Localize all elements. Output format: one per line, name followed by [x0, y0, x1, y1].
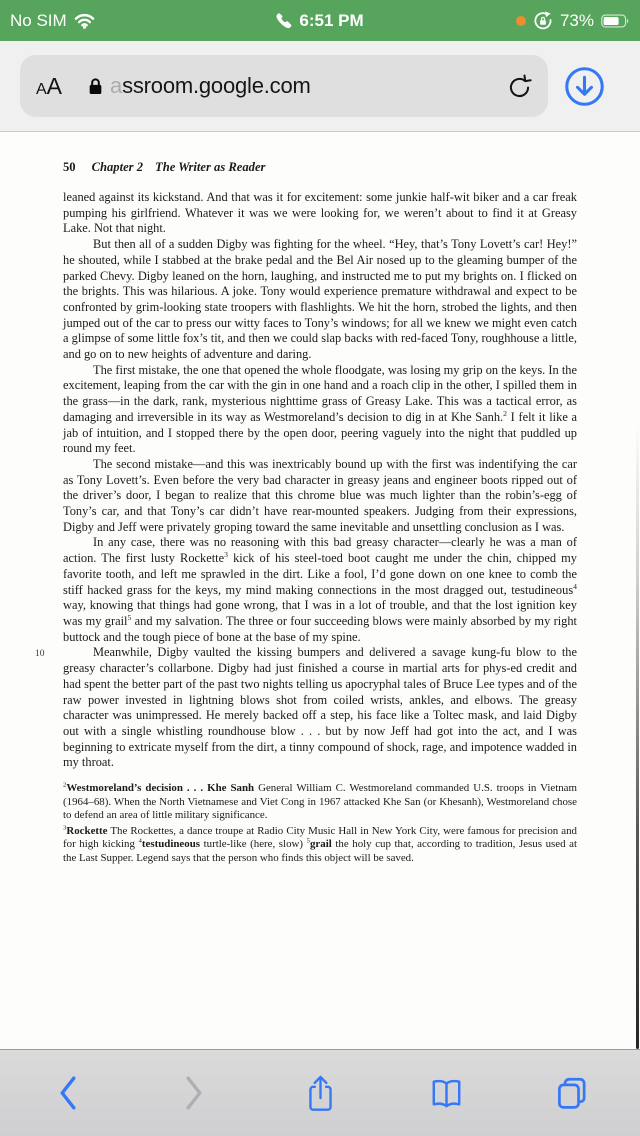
paragraphs-container — [35, 190, 577, 771]
footnote-ref: 2 — [63, 781, 67, 789]
page-edge-shadow — [636, 422, 639, 1049]
url-field[interactable] — [110, 73, 499, 99]
forward-button[interactable] — [164, 1063, 224, 1123]
back-button[interactable] — [38, 1063, 98, 1123]
body-paragraph: leaned against its kickstand. And that was it for excitement: some junkie half-wit biker and a car freak pumping his girlfriend. Whatever it was we were looking for, we weren’t about to find it at Greasy Lake. Not that night. — [63, 190, 577, 236]
body-paragraph: But then all of a sudden Digby was fighting for the wheel. “Hey, that’s Tony Lovett’s car! Hey!” he shouted, while I stabbed at the brake pedal and the Bel Air nosed up to the gleaming bumper of the parked Chevy. Digby leaned on the horn, laughing, and instructed me to put my brights on. I flicked on the brights. This was hilarious. A joke. Tony would experience premature withdrawal and expect to be confronted by grim-looking state troopers with flashlights. We hit the horn, strobed the lights, and then jumped out of the car to press our witty faces to Tony’s windows; for all we knew we might even catch a glimpse of some little fox’s tit, and then we could slap backs with red-faced Tony, roughhouse a little, and go on to new heights of adventure and daring. — [63, 237, 577, 362]
footnote-ref: 4 — [138, 837, 142, 845]
url-faded-prefix: a — [110, 73, 123, 98]
phone-icon — [276, 13, 292, 29]
footnote-ref: 5 — [127, 612, 132, 622]
footnote: $^2$Westmoreland’s decision . . . Khe Sanh General William C. Westmoreland commanded U.S. troops in Vietnam (1964–68). When the North Vietnamese and Viet Cong in 1967 attacked Khe San (or Khesanh), Westmoreland chose to defend an area of little military significance. — [63, 781, 577, 822]
footnote-ref: 2 — [503, 408, 507, 418]
safari-bottom-toolbar — [0, 1049, 640, 1136]
carrier-label: No SIM — [10, 10, 67, 30]
clock: 6:51 PM — [299, 10, 364, 30]
chapter-title: The Writer as Reader — [155, 160, 266, 174]
footnote-ref: 3 — [224, 550, 228, 560]
bold-term: Rockette — [66, 824, 108, 837]
wifi-icon — [74, 13, 95, 29]
reader-options-button[interactable]: A A — [36, 72, 63, 99]
rotation-lock-icon — [533, 11, 553, 31]
refresh-button[interactable] — [507, 74, 532, 99]
bookmarks-button[interactable] — [416, 1063, 476, 1123]
recording-dot — [516, 16, 526, 26]
address-bar-section — [0, 41, 640, 132]
battery-percent: 73% — [559, 10, 594, 30]
share-button[interactable] — [290, 1063, 350, 1123]
body-paragraph: The second mistake—and this was inextricably bound up with the first was indentifying the car as Tony Lovett’s. Even before the very bad character in greasy jeans and engineer boots ripped out of the driver’s door, I began to realize that this chrome blue was much lighter than the robin’s-egg of Tony’s car, and that Tony’s car didn’t have rear-mounted speakers. Judging from their expressions, Digby and Jeff were privately groping toward the same inevitable and unsettling conclusion as I was. — [63, 456, 577, 534]
bold-term: Westmoreland’s decision . . . Khe Sanh — [66, 782, 255, 795]
web-content-scroll-area[interactable] — [0, 132, 640, 1049]
bold-term: grail — [309, 838, 332, 851]
battery-icon — [601, 14, 630, 28]
body-paragraph: 10 Meanwhile, Digby vaulted the kissing bumpers and delivered a savage kung-fu blow to the greasy character’s collarbone. Digby had just finished a course in martial arts for phys-ed credit and had spent the better part of the past two nights telling us apocryphal tales of Bruce Lee types and of the raw power invested in lightning blows shot from coiled wrists, ankles, and elbows. The greasy character was unimpressed. He merely backed off a step, his face like a Toltec mask, and laid Digby out with a single whistling roundhouse blow . . . but by now Jeff had got into the act, and I was beginning to extricate myself from the dirt, a tinny compound of shock, rage, and impotence wadded in my throat. — [35, 645, 577, 770]
lock-icon — [88, 77, 103, 96]
footnote-ref: 5 — [306, 837, 310, 845]
footnotes-container — [63, 782, 577, 865]
status-bar — [0, 0, 640, 41]
page-number: 50 — [63, 160, 76, 174]
paragraph-number: 10 — [35, 649, 45, 660]
tabs-button[interactable] — [542, 1063, 602, 1123]
page-header — [63, 160, 577, 175]
body-paragraph: In any case, there was no reasoning with this bad greasy character—clearly he was a man of action. The first lusty Rockette$^3$ kick of his steel-toed boot caught me under the chin, chipped my favorite tooth, and left me sprawled in the dirt. Like a fool, I’d gone down on one knee to comb the stiff hacked grass for the keys, my mind making connections in the most dragged out, testudineous$^4$ way, knowing that things had gone wrong, that I was in a lot of trouble, and that the lost ignition key was my grail$^5$ and my salvation. The three or four succeeding blows were mainly absorbed by my right buttock and the tough piece of bone at the base of my spine. — [63, 535, 577, 644]
download-button[interactable] — [564, 66, 605, 107]
url-text: ssroom.google.com — [122, 73, 311, 98]
address-bar[interactable] — [20, 55, 548, 117]
bold-term: testudineous — [141, 838, 200, 851]
footnote-ref: 3 — [63, 823, 67, 831]
chapter-label: Chapter 2 — [91, 160, 144, 174]
book-page — [0, 132, 640, 1049]
footnote-ref: 4 — [573, 581, 577, 591]
body-paragraph: The first mistake, the one that opened the whole floodgate, was losing my grip on the keys. In the excitement, leaping from the car with the gin in one hand and a roach clip in the other, I spilled them in the grass—in the dark, rank, mysterious nighttime grass of Greasy Lake. This was a tactical error, as damaging and irreversible in its way as Westmoreland’s decision to dig in at Khe Sanh.$^2$ I felt it like a jab of intuition, and I stopped there by the open door, peering vaguely into the night that puddled up round my feet. — [63, 362, 577, 456]
footnote: $^3$Rockette The Rockettes, a dance troupe at Radio City Music Hall in New York City, were famous for precision and for high kicking $^4$testudineous turtle-like (here, slow) $^5$grail the holy cup that, according to tradition, Jesus used at the Last Supper. Legend says that the person who finds this object will be saved. — [63, 823, 577, 864]
